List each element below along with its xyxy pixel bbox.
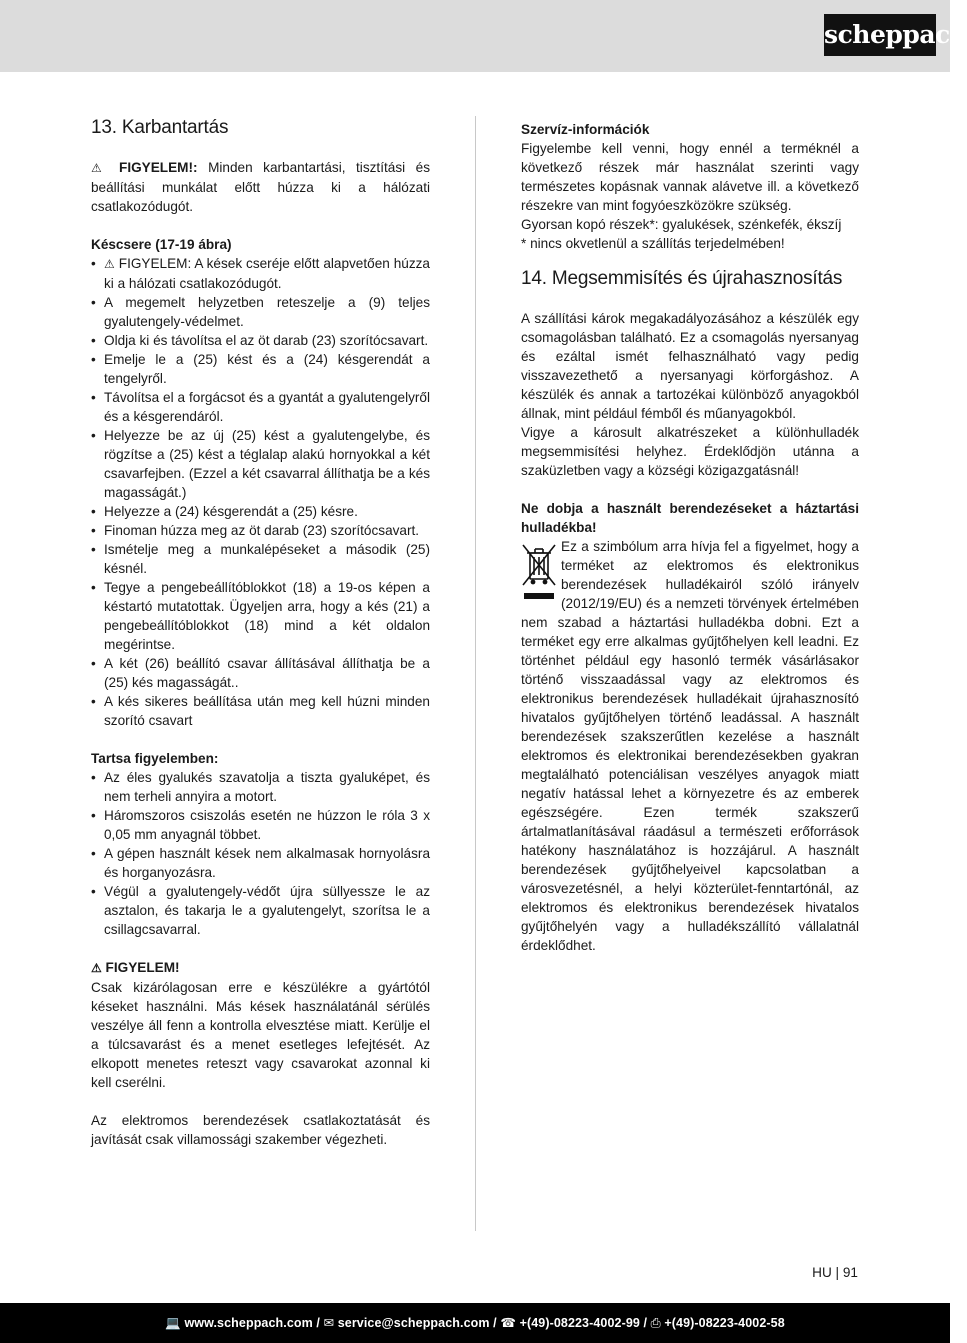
disposal-text: Vigye a károsult alkatrészeket a különhulladék megsemmisítési helyhez. Érdeklődjön utánna a szaküzletben vagy a községi közigazgatásnál! bbox=[521, 425, 859, 478]
list-item: • Végül a gyalutengely-védőt újra süllyessze le az asztalon, és takarja le a gyalutengelyt, szorítsa le a csillagcsavarral. bbox=[91, 882, 430, 939]
list-item: • Háromszoros csiszolás esetén ne húzzon le róla 3 x 0,05 mm anyagnál többet. bbox=[91, 806, 430, 844]
weee-text: Ez a szimbólum arra hívja fel a figyelmet, hogy a terméket az elektromos és elektronikus berendezések hulladékairól szóló irányelv (2012/19/EU) és a nemzeti törvények értelmében nem szabad a háztartási hulladékba dobni. Ezt a terméket egy erre alkalmas gyűjtőhelyen kell leadni. Ez történhet például egy hasonló termék vásárlásakor történő visszaadással vagy az elektromos és elektronikus berendezések hulladékait újrahasznosító hivatalos gyűjtőhelyen történő leadással. A használt berendezések szakszerűtlen kezelése a használt elektromos és elektronikai berendezésekben gyakran megtalálható potenciálisan veszélyes anyagok miatt negatív hatással lehet a környezetre és az emberek egészségére. Ezen termék szakszerű ártalmatlanításával ráadásul a természeti erőforrások hatékony használatához is hozzájárul. A használt berendezések gyűjtőhelyeivel kapcsolatban a városvezetésnél, a helyi közterület-fenntartónál, az elektromos és elektronikus berendezések hivatalos gyűjtőhelyén vagy a hulladékszállító vállalatnál érdeklődhet. bbox=[521, 539, 859, 953]
wear-note: * nincs okvetlenül a szállítás terjedelmében! bbox=[521, 236, 785, 251]
list-item: • Ismételje meg a munkalépéseket a második (25) késnél. bbox=[91, 540, 430, 578]
section-heading-disposal: 14. Megsemmisítés és újrahasznosítás bbox=[521, 268, 843, 289]
brand-logo: scheppach bbox=[824, 14, 936, 56]
section-heading-maintenance: 13. Karbantartás bbox=[91, 117, 229, 138]
service-text: Figyelembe kell venni, hogy ennél a terméknél a következő részek már használat szerinti vagy természetes kopásnak vannak alávetve ill. a következő részekre van mint fogyóeszközökre szükség. bbox=[521, 141, 859, 213]
list-item: • A két (26) beállító csavar állításával állíthatja be a (25) kés magasságát.. bbox=[91, 654, 430, 692]
electrical-note: Az elektromos berendezések csatlakoztatását és javítását csak villamossági szakember végezheti. bbox=[91, 1113, 430, 1147]
warning-heading: ⚠ FIGYELEM! bbox=[91, 960, 180, 975]
warning-label: FIGYELEM!: bbox=[119, 160, 198, 175]
left-column bbox=[91, 116, 430, 1149]
warning-triangle-icon: ⚠ bbox=[91, 961, 102, 975]
fax-icon: ⎙ bbox=[650, 1316, 661, 1330]
service-heading: Szervíz-információk bbox=[521, 122, 650, 137]
warning-triangle-icon: ⚠ bbox=[91, 161, 109, 175]
warning-triangle-icon: ⚠ bbox=[104, 257, 115, 271]
computer-icon: 💻 bbox=[165, 1316, 181, 1330]
note-heading: Tartsa figyelemben: bbox=[91, 751, 219, 766]
mail-icon: ✉ bbox=[323, 1316, 335, 1330]
list-item: • Az éles gyalukés szavatolja a tiszta gyaluképet, és nem terheli annyira a motort. bbox=[91, 768, 430, 806]
weee-block bbox=[521, 537, 859, 955]
disposal-text: A szállítási károk megakadályozásához a készülék egy csomagolásban található. Ez a csomagolás nyersanyag és ezáltal ismét felhasználható vagy pedig visszavezethető a nyersanyagi körforgáshoz. A készülék és annak a tartozékai különböző anyagokból állnak, mint például fémből és műanyagokból. bbox=[521, 311, 859, 421]
phone-icon: ☎ bbox=[500, 1316, 516, 1330]
list-item: • Helyezze be az új (25) kést a gyalutengelybe, és rögzítse a (25) kést a téglalap alakú hornyokkal a két csavarfejben. (Ezzel a két csavarral állíthatja be a kés magasságát.) bbox=[91, 426, 430, 502]
crossed-bin-icon bbox=[521, 543, 557, 603]
knife-change-heading: Késcsere (17-19 ábra) bbox=[91, 237, 232, 252]
warning-text: Minden karbantartási, tisztítási és beállítási munkálat előtt húzza ki a hálózati csatlakozódugót. bbox=[91, 160, 430, 214]
list-item: • Oldja ki és távolítsa el az öt darab (23) szorítócsavart. bbox=[91, 331, 430, 350]
weee-heading: Ne dobja a használt berendezéseket a háztartási hulladékba! bbox=[521, 501, 859, 535]
warning-paragraph bbox=[91, 158, 430, 216]
list-item: • Finoman húzza meg az öt darab (23) szorítócsavart. bbox=[91, 521, 430, 540]
knife-change-steps bbox=[91, 254, 430, 730]
list-item: • ⚠ FIGYELEM: A kések cseréje előtt alapvetően húzza ki a hálózati csatlakozódugót. bbox=[91, 254, 430, 293]
list-item: • Emelje le a (25) kést és a (24) késgerendát a tengelyről. bbox=[91, 350, 430, 388]
footer-email: service@scheppach.com bbox=[337, 1316, 490, 1330]
list-item: • A kés sikeres beállítása után meg kell húzni minden szorító csavart bbox=[91, 692, 430, 730]
footer-fax: +(49)-08223-4002-58 bbox=[664, 1316, 785, 1330]
wear-parts: Gyorsan kopó részek*: gyalukések, szénkefék, ékszíj bbox=[521, 217, 842, 232]
list-item: • Távolítsa el a forgácsot és a gyantát a gyalutengelyről és a késgerendáról. bbox=[91, 388, 430, 426]
right-column bbox=[521, 120, 859, 955]
footer-web: www.scheppach.com bbox=[184, 1316, 313, 1330]
warning-body: Csak kizárólagosan erre e készülékre a gyártótól késeket használni. Más kések használatánál sérülés veszélye áll fenn a kontrolla elvesztése miatt. Kerülje el a túlcsavarást és a menet esetleges lefejtését. Az elkopott menetes reteszt vagy csavarokat azonnal ki kell cserélni. bbox=[91, 980, 430, 1090]
column-divider bbox=[475, 116, 476, 1231]
note-list bbox=[91, 768, 430, 939]
list-item: • Tegye a pengebeállítóblokkot (18) a 19-os képen a késtartó mutatottak. Ügyeljen arra, hogy a kés (21) a pengebeállítóblokkot (18) mind a két oldalon megérintse. bbox=[91, 578, 430, 654]
page-footer: 💻 www.scheppach.com / ✉ service@scheppach.com / ☎ +(49)-08223-4002-99 / ⎙ +(49)-08223-4002-58 bbox=[0, 1303, 950, 1343]
list-item: • A gépen használt kések nem alkalmasak hornyolásra és horganyozásra. bbox=[91, 844, 430, 882]
list-item: • Helyezze a (24) késgerendát a (25) késre. bbox=[91, 502, 430, 521]
footer-phone: +(49)-08223-4002-99 bbox=[519, 1316, 640, 1330]
page-number: HU | 91 bbox=[812, 1265, 858, 1280]
list-item: • A megemelt helyzetben reteszelje a (9) teljes gyalutengely-védelmet. bbox=[91, 293, 430, 331]
page-header bbox=[0, 0, 967, 72]
